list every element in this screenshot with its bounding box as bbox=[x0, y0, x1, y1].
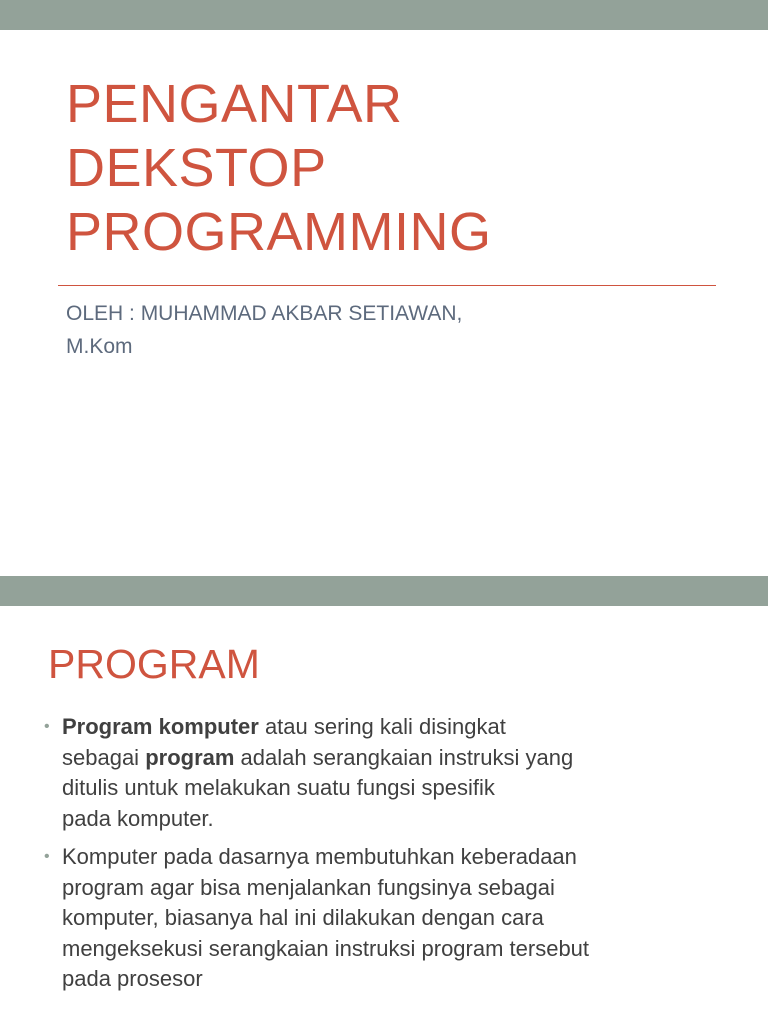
bullet-item bbox=[44, 712, 724, 834]
bold-term: Program komputer bbox=[62, 714, 259, 739]
title-line: PROGRAMMING bbox=[66, 202, 492, 262]
bullet-item bbox=[44, 842, 724, 995]
bullet-text: pada komputer. bbox=[62, 805, 214, 831]
slide-subtitle bbox=[66, 297, 716, 363]
slide-heading: PROGRAM bbox=[48, 641, 260, 687]
bullet-text: sebagai bbox=[62, 744, 146, 770]
subtitle-line: OLEH : MUHAMMAD AKBAR SETIAWAN, bbox=[66, 302, 463, 325]
bullet-text: atau sering kali disingkat bbox=[258, 714, 506, 739]
title-line: DEKSTOP bbox=[66, 138, 327, 198]
title-divider bbox=[58, 285, 716, 286]
subtitle-line: M.Kom bbox=[66, 335, 133, 358]
slide-title bbox=[66, 72, 726, 264]
bullet-text: adalah serangkaian instruksi yang bbox=[234, 744, 574, 770]
bullet-dot-icon: • bbox=[44, 848, 50, 865]
bullet-list bbox=[44, 712, 724, 1003]
bullet-text: ditulis untuk melakukan suatu fungsi spesifik bbox=[62, 775, 495, 800]
bullet-text: pada prosesor bbox=[62, 966, 203, 991]
title-line: PENGANTAR bbox=[66, 74, 403, 134]
bullet-text: mengeksekusi serangkaian instruksi program tersebut bbox=[62, 935, 590, 961]
bullet-dot-icon: • bbox=[44, 718, 50, 735]
bold-term: program bbox=[145, 744, 235, 770]
middle-bar bbox=[0, 576, 768, 606]
top-bar bbox=[0, 0, 768, 30]
bullet-text: komputer, biasanya hal ini dilakukan dengan cara bbox=[62, 905, 544, 930]
bullet-text: program agar bisa menjalankan fungsinya sebagai bbox=[62, 874, 555, 900]
bullet-text: Komputer pada dasarnya membutuhkan keberadaan bbox=[62, 844, 577, 869]
